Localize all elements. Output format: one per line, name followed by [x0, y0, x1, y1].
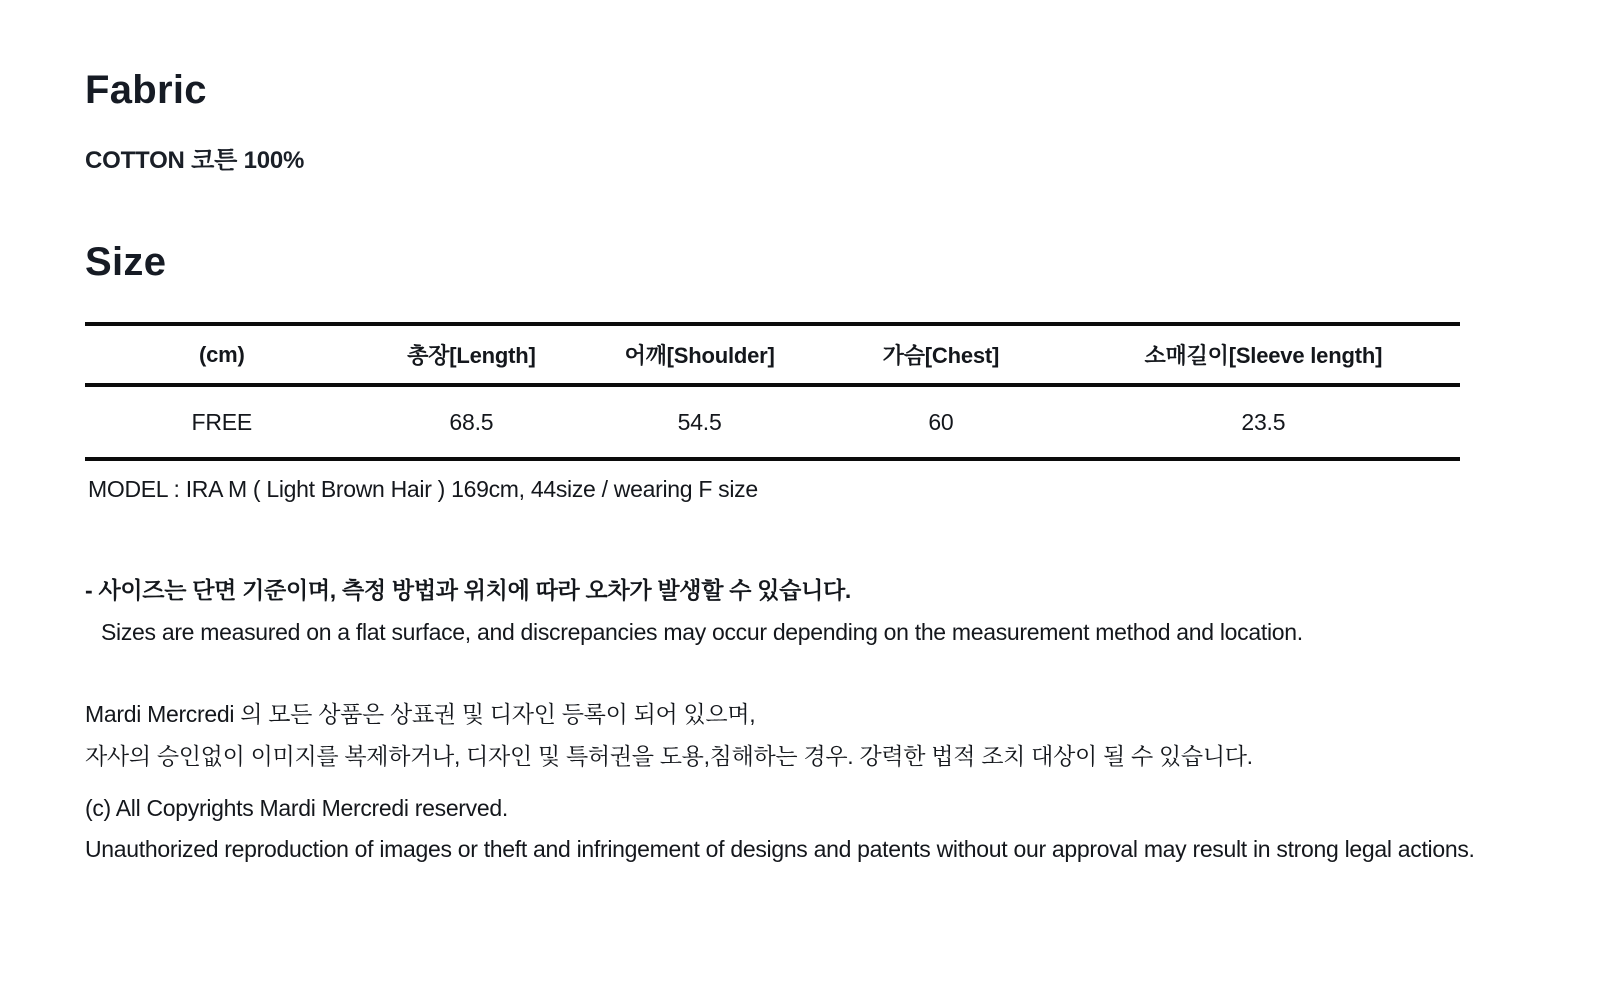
size-cell-chest: 60	[928, 408, 954, 435]
size-cell-size-label: FREE	[191, 408, 253, 435]
size-col-shoulder: 어깨[Shoulder]	[584, 324, 815, 385]
size-cell-length: 68.5	[449, 408, 494, 435]
model-info: MODEL : IRA M ( Light Brown Hair ) 169cm, 44size / wearing F size	[88, 476, 758, 502]
size-note-english: Sizes are measured on a flat surface, and discrepancies may occur depending on the measurement method and location.	[101, 618, 1303, 645]
trademark-note	[85, 700, 1253, 771]
copyright-line1: (c) All Copyrights Mardi Mercredi reserved.	[85, 795, 508, 821]
size-col-sleeve-length: 소매길이[Sleeve length]	[1067, 324, 1460, 385]
size-heading: Size	[85, 240, 167, 284]
size-measurement-note	[85, 576, 1303, 647]
size-table	[85, 322, 1460, 461]
size-col-length: 총장[Length]	[359, 324, 585, 385]
size-note-korean: - 사이즈는 단면 기준이며, 측정 방법과 위치에 따라 오차가 발생할 수 있습니다.	[85, 577, 851, 603]
size-cell-sleeve-length: 23.5	[1241, 408, 1286, 435]
size-table-row-free	[85, 385, 1460, 459]
trademark-note-line2: 자사의 승인없이 이미지를 복제하거나, 디자인 및 특허권을 도용,침해하는 경우. 강력한 법적 조치 대상이 될 수 있습니다.	[85, 742, 1253, 769]
copyright-line2: Unauthorized reproduction of images or theft and infringement of designs and patents without our approval may result in strong legal actions.	[85, 835, 1475, 862]
size-table-header-row	[85, 324, 1460, 385]
fabric-heading: Fabric	[85, 68, 207, 112]
trademark-note-line1: Mardi Mercredi 의 모든 상품은 상표권 및 디자인 등록이 되어 있으며,	[85, 701, 756, 727]
copyright-note	[85, 794, 1475, 864]
size-col-chest: 가슴[Chest]	[815, 324, 1067, 385]
fabric-content: COTTON 코튼 100%	[85, 147, 305, 174]
size-col-unit: (cm)	[85, 324, 359, 385]
size-cell-shoulder: 54.5	[677, 408, 722, 435]
